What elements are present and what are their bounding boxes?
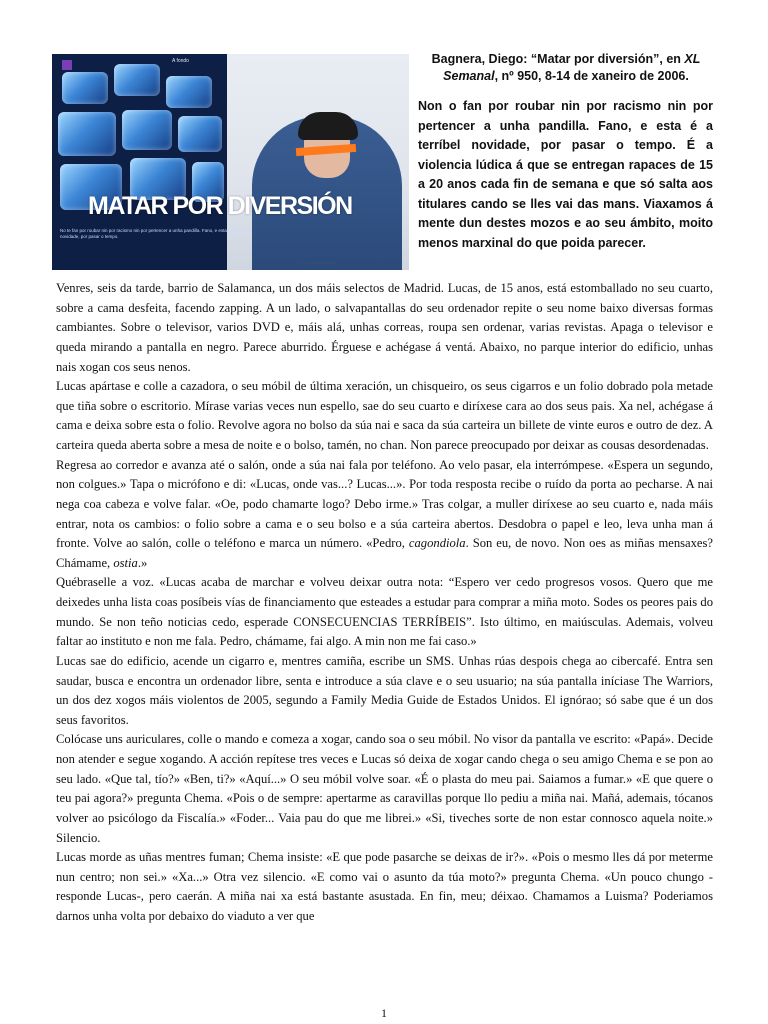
cover-headline: MATAR POR DIVERSIÓN bbox=[88, 192, 352, 220]
body-text-run: Regresa ao corredor e avanza até o salón, onde a súa nai fala por teléfono. Ao velo pasar, ela interrómpese. «Espera un segundo, non colgues.» Tapa o micrófono e di: «Lucas, onde vas...? Lucas...». Por toda resposta recibe o ruído da porta ao pecharse. A nai nega coa cabeza e volve falar. «Oe, podo chamarte logo? Debo irme.» Tras colgar, a muller diríxese ao seu cuarto e, nada máis entrar, nota os cambios: o folio sobre a cama e o seu bolso e a súa carteira abertos. Desdobra o papel e leo, leva unha man á fronte. Volve ao salón, colle o teléfono e marca un número. «Pedro, bbox=[56, 457, 713, 551]
body-paragraph: Québraselle a voz. «Lucas acaba de marchar e volveu deixar outra nota: “Espero ver cedo progresos vosos. Quero que me deixedes unha lista coas posíbeis vías de financiamento que esteades a estudar para comprar a miña moto. Sodes os peores pais do mundo. Se non teño noticias cedo, esperade CONSECUENCIAS TERRÍBEIS”. Isto último, en maiúsculas. Ademais, volveu faltar ao instituto e non me fala. Pedro, chámame, fai algo. A min non me fai caso.» bbox=[56, 575, 713, 649]
body-paragraph: Lucas morde as uñas mentres fuman; Chema insiste: «E que pode pasarche se deixas de ir?». «Pois o mesmo lles dá por meterme nun centro; non sei.» «Xa...» Otra vez silencio. «E como vai o asunto da túa moto?» pregunta Chema. «Un pouco chungo -responde Lucas-, pero caerán. A miña nai xa está bastante asustada. En fin, meu; déixao. Chamamos a Luisma? Poderiamos darnos unha volta por debaixo do viaduto a ver que bbox=[56, 850, 713, 923]
monitor-screen bbox=[114, 64, 160, 96]
magazine-section-mark bbox=[62, 60, 72, 70]
monitor-screen bbox=[58, 112, 116, 156]
monitor-screen bbox=[62, 72, 108, 104]
monitor-screen bbox=[178, 116, 222, 152]
citation-magazine: XL Semanal bbox=[443, 52, 701, 83]
monitor-screen bbox=[166, 76, 212, 108]
teen-hair bbox=[298, 112, 358, 140]
cover-credit: Por Diego Bagnera bbox=[302, 260, 337, 265]
body-emphasis: ostia bbox=[113, 555, 138, 570]
section-tag: A fondo bbox=[172, 58, 189, 64]
body-text-run: . Son eu, de novo. Non oes as miñas mensaxes? Chámame, bbox=[56, 536, 713, 570]
article-lede: Non o fan por roubar nin por racismo nin por pertencer a unha pandilla. Fano, e esta é a terríbel novidade, por pasar o tempo. É a violencia lúdica á que se entregan rapaces de 15 a 20 anos cada fin de semana e que só salta aos titulares cando se lles vai das mans. Viaxamos á mente dun destes mozos e ao seu ámbito, moito menos marxinal do que poida parecer. bbox=[418, 99, 713, 250]
body-text-run: .» bbox=[137, 555, 148, 570]
article-cover-image bbox=[52, 54, 409, 270]
monitor-screen bbox=[122, 110, 172, 150]
page-number: 1 bbox=[381, 1006, 387, 1020]
source-citation bbox=[416, 51, 716, 85]
body-emphasis: cagondiola bbox=[408, 536, 466, 551]
body-paragraph: Lucas sae do edificio, acende un cigarro e, mentres camiña, escribe un SMS. Unhas rúas despois chega ao cibercafé. Entra sen saudar, busca e encontra un ordenador libre, senta e introduce a súa clave e o seu usuario; na súa pantalla iníciase The Warriors, un dos dez xogos máis violentos de 2005, segundo a Family Media Guide de Estados Unidos. El ignórao; só sabe que é un dos seus favoritos. bbox=[56, 653, 713, 727]
cover-caption: No te fan por roubar nin por racismo nin por pertencer a unha pandilla. Fano, e esta é a terríbel novidade, por pasar o tempo. bbox=[60, 228, 250, 239]
citation-suffix: , nº 950, 8-14 de xaneiro de 2006. bbox=[494, 69, 689, 83]
body-paragraph: Venres, seis da tarde, barrio de Salamanca, un dos máis selectos de Madrid. Lucas, de 15 anos, está estomballado no seu cuarto, sobre a cama desfeita, facendo zapping. A un lado, o salvapantallas do seu ordenador repite o seu nome baixo diversas formas cambiantes. Sobre o televisor, varios DVD e, máis alá, unhas correas, roupa sen ordenar, varias revistas. Apaga o televisor e queda mirando a pantalla en negro. Parece aburrido. Érguese e achégase á ventá. Abaixo, no parque interior do edificio, unhas nais xogan cos seus nenos. bbox=[56, 281, 713, 374]
body-paragraph bbox=[56, 456, 713, 574]
citation-prefix: Bagnera, Diego: “Matar por diversión”, en bbox=[431, 52, 685, 66]
article-body bbox=[56, 279, 713, 1007]
body-paragraph: Lucas apártase e colle a cazadora, o seu móbil de última xeración, un chisqueiro, os seus cigarros e un folio dobrado pola metade que tiña sobre o escritorio. Mírase varias veces nun espello, sae do seu cuarto e diríxese cara ao dos seus pais. Xa nel, achégase á cama e deixa sobre esta o folio. Revolve agora no bolso da súa nai e saca da súa carteira un billete de vinte euros e outro de dez. A carteira queda aberta sobre a mesa de noite e o bolso, tamén, no chan. Non parece preocupado por deixar as cousas desordenadas. bbox=[56, 379, 713, 452]
body-paragraph: Colócase uns auriculares, colle o mando e comeza a xogar, cando soa o seu móbil. No visor da pantalla ve escrito: «Papá». Decide non atender e segue xogando. A acción repítese tres veces e Lucas só deixa de xogar cando chega o seu amigo Chema e se pon ao seu lado. «Que tal, tío?» «Ben, ti?» «Aquí...» O seu móbil volve soar. «É o plasta do meu pai. Saiamos a fumar.» «E que quere o teu pai agora?» pregunta Chema. «Pois o de sempre: apertarme as caravillas porque llo pediu a miña nai. Mañá, ademais, tócanos volver ao psicólogo da Fiscalía.» «Foder... Vaia pau do que me librei.» «Si, tiveches sorte de non estar connosco aquela noite.» Silencio. bbox=[56, 732, 713, 845]
